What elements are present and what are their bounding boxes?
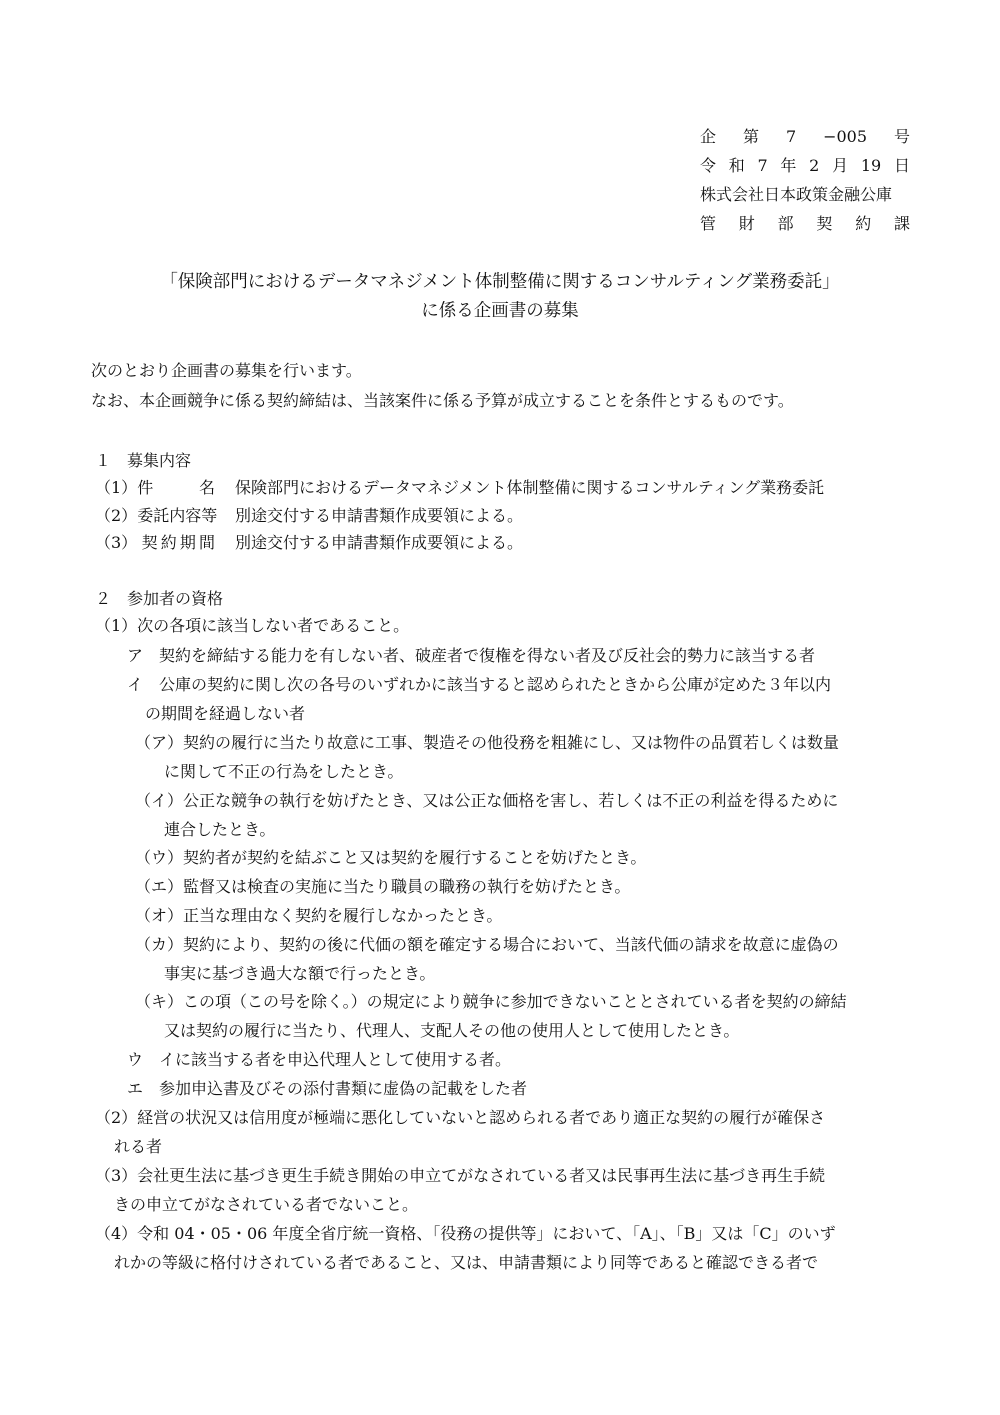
section2-line: （キ）この項（この号を除く。）の規定により競争に参加できないこととされている者を契約の締結	[135, 992, 847, 1011]
section2-line: れかの等級に格付けされている者であること、又は、申請書類により同等であると確認できる者で	[114, 1253, 819, 1272]
section1-item-2: （2） 委託内容等 別途交付する申請書類作成要領による。	[95, 506, 524, 525]
section2-line: ア 契約を締結する能力を有しない者、破産者で復権を得ない者及び反社会的勢力に該当する者	[127, 646, 816, 665]
section2-line: （3）会社更生法に基づき更生手続き開始の申立てがなされている者又は民事再生法に基づき再生手続	[95, 1166, 826, 1185]
section2-line: エ 参加申込書及びその添付書類に虚偽の記載をした者	[127, 1079, 528, 1098]
company-name: 株式会社日本政策金融公庫	[700, 185, 893, 204]
document-title	[0, 268, 1000, 326]
section2-line: （イ）公正な競争の執行を妨げたとき、又は公正な価格を害し、若しくは不正の利益を得るために	[135, 791, 839, 810]
intro-line-1: 次のとおり企画書の募集を行います。	[91, 361, 362, 380]
section1-item-3: （3） 契 約 期 間 別途交付する申請書類作成要領による。	[95, 533, 524, 552]
doc-date: 令 和 7 年 2 月 19 日	[700, 156, 910, 175]
section1-heading: １ 募集内容	[95, 451, 192, 470]
section2-line: イ 公庫の契約に関し次の各号のいずれかに該当すると認められたときから公庫が定めた３年以内	[127, 675, 832, 694]
section2-heading: ２ 参加者の資格	[95, 589, 224, 608]
section2-line: （1）次の各項に該当しない者であること。	[95, 616, 410, 635]
section2-line: に関して不正の行為をしたとき。	[164, 762, 404, 781]
section2-line: （4）令和 04・05・06 年度全省庁統一資格、「役務の提供等」において、「A」、「B」又は「C」のいず	[95, 1224, 836, 1243]
section2-line: （2）経営の状況又は信用度が極端に悪化していないと認められる者であり適正な契約の履行が確保さ	[95, 1108, 826, 1127]
title-line-2: に係る企画書の募集	[421, 301, 579, 321]
section2-line: れる者	[114, 1137, 163, 1156]
section2-line: の期間を経過しない者	[145, 704, 306, 723]
section2-line: （ア）契約の履行に当たり故意に工事、製造その他役務を粗雑にし、又は物件の品質若しくは数量	[135, 733, 840, 752]
section2-line: （エ）監督又は検査の実施に当たり職員の職務の執行を妨げたとき。	[135, 877, 631, 896]
section2-line: きの申立てがなされている者でないこと。	[114, 1195, 419, 1214]
section2-line: 連合したとき。	[164, 820, 276, 839]
section2-line: （ウ）契約者が契約を結ぶこと又は契約を履行することを妨げたとき。	[135, 848, 647, 867]
section2-line: 又は契約の履行に当たり、代理人、支配人その他の使用人として使用したとき。	[164, 1021, 740, 1040]
document-header	[700, 122, 910, 238]
section2-line: （オ）正当な理由なく契約を履行しなかったとき。	[135, 906, 503, 925]
section1-item-1: （1） 件 名 保険部門におけるデータマネジメント体制整備に関するコンサルティング業務委託	[95, 478, 825, 497]
title-line-1: 「保険部門におけるデータマネジメント体制整備に関するコンサルティング業務委託」	[160, 272, 840, 292]
section2-line: （カ）契約により、契約の後に代価の額を確定する場合において、当該代価の請求を故意に虚偽の	[135, 935, 839, 954]
intro-line-2: なお、本企画競争に係る契約締結は、当該案件に係る予算が成立することを条件とするものです。	[91, 391, 794, 410]
section2-line: ウ イに該当する者を申込代理人として使用する者。	[127, 1050, 512, 1069]
department-name: 管 財 部 契 約 課	[700, 214, 910, 233]
doc-number: 企 第 7 −005 号	[700, 127, 910, 146]
section2-line: 事実に基づき過大な額で行ったとき。	[164, 964, 436, 983]
